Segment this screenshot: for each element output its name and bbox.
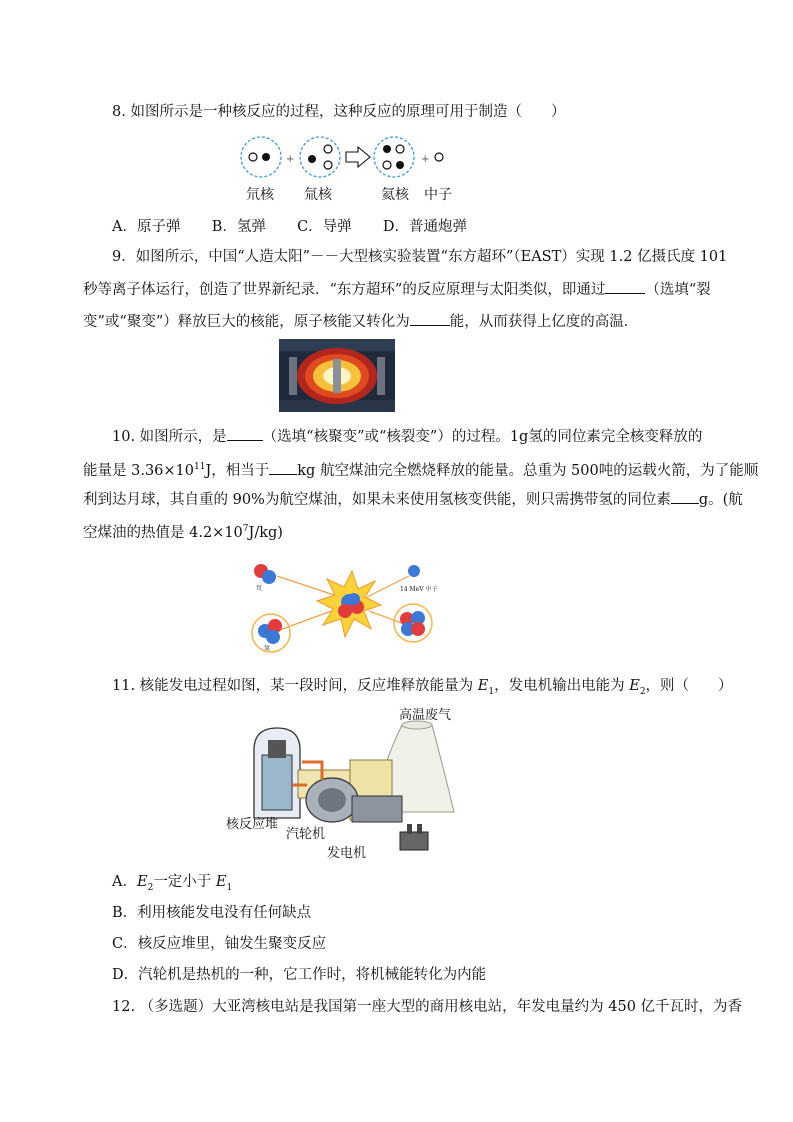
fig-label-reactor: 核反应堆 [226,817,279,832]
fusion-diagram [236,136,456,180]
q8-stem: 8. 如图所示是一种核反应的过程，这种反应的原理可用于制造（ ） [112,104,566,120]
label-helium: 氦核 [381,187,409,203]
q10-line-3 [83,489,743,510]
q9-text: （选填“裂 [645,282,711,298]
q11-stem [112,676,733,702]
q10-exponent: 7 [242,524,249,534]
q11-symbol: E [215,874,227,890]
q10-blank-2[interactable] [269,460,297,475]
q11-text: A． [112,874,137,890]
q10-blank-3[interactable] [671,489,699,504]
tritium-icon [252,614,290,652]
reaction-arrow-icon [346,147,370,167]
q10-text: 空煤油的热值是 4.2×10 [83,524,243,541]
fig-label-deuterium: 氘 [256,585,263,592]
q8-option-b[interactable]: B．氢弹 [211,219,266,235]
q11-subscript: 1 [226,882,233,893]
helium-nucleus-icon [374,137,414,177]
q10-text: kg 航空煤油完全燃烧释放的能量。总重为 500吨的运载火箭，为了能顺 [297,462,759,479]
q9-line-2 [83,279,711,300]
q10-text: 10. 如图所示，是 [112,429,227,445]
tritium-nucleus-icon [300,137,340,177]
q11-subscript: 2 [147,882,154,893]
nuclear-plant-diagram [232,700,472,860]
q11-symbol: E [629,678,640,694]
q11-option-d[interactable]: D．汽轮机是热机的一种，它工作时，将机械能转化为内能 [112,967,487,983]
explosion-icon [317,571,381,637]
fig-label-exhaust: 高温废气 [399,708,452,723]
helium-icon [394,604,432,642]
q10-text: J/kg) [248,524,283,541]
q9-blank-1[interactable] [605,279,645,294]
q8-option-a[interactable]: A．原子弹 [112,219,181,235]
q10-text: g。(航 [698,492,743,508]
q8-option-c[interactable]: C．导弹 [297,219,352,235]
q9-blank-2[interactable] [410,311,450,326]
q10-text: 利到达月球，其自重的 90%为航空煤油，如果未来使用氢核变供能，则只需携带氢的同位素 [83,492,671,508]
fig-label-tritium: 氚 [264,645,271,652]
deuterium-nucleus-icon [241,137,281,177]
q11-text: 11. 核能发电过程如图，某一段时间，反应堆释放能量为 [112,678,478,694]
label-neutron: 中子 [424,187,452,203]
q10-exponent: 11 [194,462,206,472]
fig-label-neutron: 14 MeV 中子 [400,586,438,593]
q11-option-c[interactable]: C．核反应堆里，铀发生聚变反应 [112,936,327,952]
q11-text: ，发电机输出电能为 [494,678,630,694]
q10-text: （选填“核聚变”或“核裂变”）的过程。1g氢的同位素完全核变释放的 [262,429,703,445]
q10-line-4 [83,519,283,543]
q10-text: J，相当于 [205,462,270,479]
q10-line-2 [83,457,758,481]
svg-text:+: + [286,154,295,165]
q11-subscript: 1 [488,686,495,697]
q10-blank-1[interactable] [227,426,263,441]
q11-symbol: E [477,678,489,694]
q11-text: ，则（ ） [645,678,733,694]
svg-text:+: + [421,154,430,165]
q11-subscript: 2 [639,686,646,697]
q11-symbol: E [136,874,148,890]
q8-options [112,217,467,237]
q9-text: 变”或“聚变”）释放巨大的核能，原子核能又转化为 [83,314,410,330]
generator-icon [400,832,428,850]
q9-text: 能，从而获得上亿度的高温． [449,314,639,330]
q11-option-a[interactable] [112,872,232,898]
q9-line-3 [83,311,638,332]
fig-label-generator: 发电机 [327,846,367,861]
neutron-icon [435,153,443,161]
q11-option-b[interactable]: B．利用核能发电没有任何缺点 [112,905,312,921]
q9-text: 秒等离子体运行，创造了世界新纪录．“东方超环”的反应原理与太阳类似，即通过 [83,282,606,298]
q10-text: 能量是 3.36×10 [83,462,194,479]
fig-label-turbine: 汽轮机 [286,827,326,842]
q11-text: 一定小于 [153,874,216,890]
q8-option-d[interactable]: D．普通炮弹 [382,219,468,235]
q12-stem: 12. （多选题）大亚湾核电站是我国第一座大型的商用核电站，年发电量约为 450 亿千瓦时，为香 [112,999,743,1015]
label-tritium: 氚核 [304,187,332,203]
neutron-out-icon [408,565,420,577]
fusion-illustration [247,559,447,654]
deuterium-icon [254,564,276,584]
tokamak-photo [279,339,395,412]
label-deuterium: 氘核 [246,187,274,203]
q10-line-1 [112,426,702,447]
q9-line-1: 9．如图所示，中国“人造太阳”－－大型核实验装置“东方超环”（EAST）实现 1.2 亿摄氏度 101 [112,249,728,265]
